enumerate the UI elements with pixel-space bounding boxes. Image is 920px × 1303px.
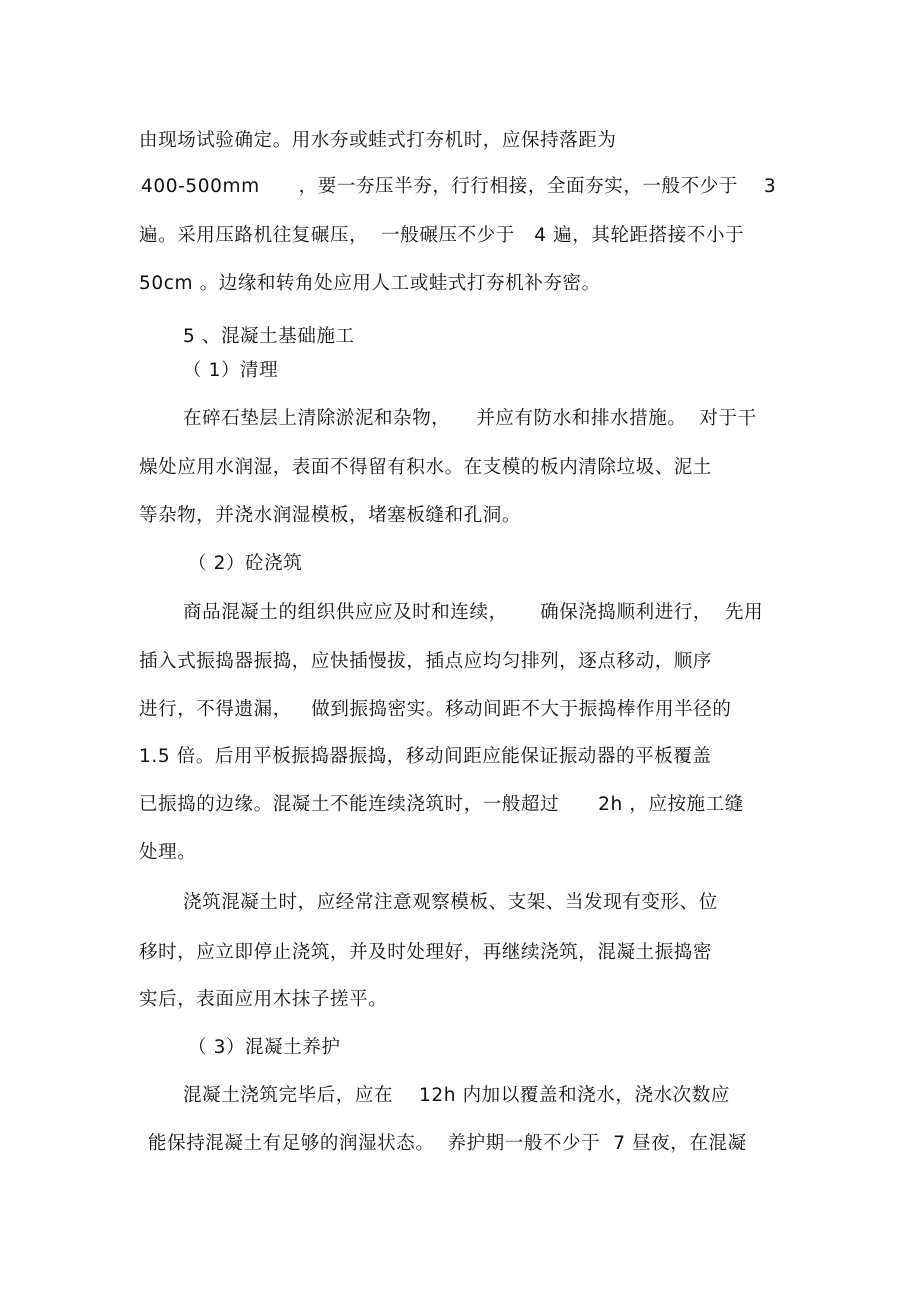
paragraph-line: 移时，应立即停止浇筑，并及时处理好，再继续浇筑，混凝土振捣密 [139, 942, 713, 963]
paragraph-line: 实后，表面应用木抹子搓平。 [139, 989, 388, 1010]
paragraph-line: 混凝土浇筑完毕后，应在 12h 内加以覆盖和浇水，浇水次数应 [183, 1085, 730, 1106]
paragraph-line: 进行，不得遗漏， 做到振捣密实。移动间距不大于振捣棒作用半径的 [139, 699, 732, 720]
paragraph-line: 由现场试验确定。用水夯或蛙式打夯机时，应保持落距为 [139, 130, 617, 151]
paragraph-line: 50cm 。边缘和转角处应用人工或蛙式打夯机补夯密。 [139, 273, 601, 294]
paragraph-line: 处理。 [139, 842, 197, 863]
paragraph-line: 遍。采用压路机往复碾压， 一般碾压不少于 4 遍，其轮距搭接不小于 [139, 225, 745, 246]
subsection-heading: （ 2）砼浇筑 [188, 553, 303, 574]
subsection-heading: （ 1）清理 [183, 360, 279, 381]
paragraph-line: 已振捣的边缘。混凝土不能连续浇筑时，一般超过 2h ，应按施工缝 [139, 794, 744, 815]
paragraph-line: 能保持混凝土有足够的润湿状态。 养护期一般不少于 7 昼夜，在混凝 [148, 1133, 747, 1154]
section-heading: 5 、混凝土基础施工 [183, 326, 355, 347]
paragraph-line: 插入式振捣器振捣，应快插慢拔，插点应均匀排列，逐点移动，顺序 [139, 651, 713, 672]
paragraph-line: 等杂物，并浇水润湿模板，堵塞板缝和孔洞。 [139, 505, 522, 526]
paragraph-line: 浇筑混凝土时，应经常注意观察模板、支架、当发现有变形、位 [183, 892, 718, 913]
paragraph-line: 燥处应用水润湿，表面不得留有积水。在支模的板内清除垃圾、泥土 [139, 457, 713, 478]
paragraph-line: 在碎石垫层上清除淤泥和杂物， 并应有防水和排水措施。 对于干 [183, 408, 757, 429]
paragraph-line: 1.5 倍。后用平板振捣器振捣，移动间距应能保证振动器的平板覆盖 [139, 746, 712, 767]
paragraph-line: 400-500mm ，要一夯压半夯，行行相接，全面夯实，一般不少于 3 [141, 176, 777, 197]
subsection-heading: （ 3）混凝土养护 [188, 1037, 341, 1058]
paragraph-line: 商品混凝土的组织供应应及时和连续， 确保浇捣顺利进行， 先用 [183, 602, 764, 623]
